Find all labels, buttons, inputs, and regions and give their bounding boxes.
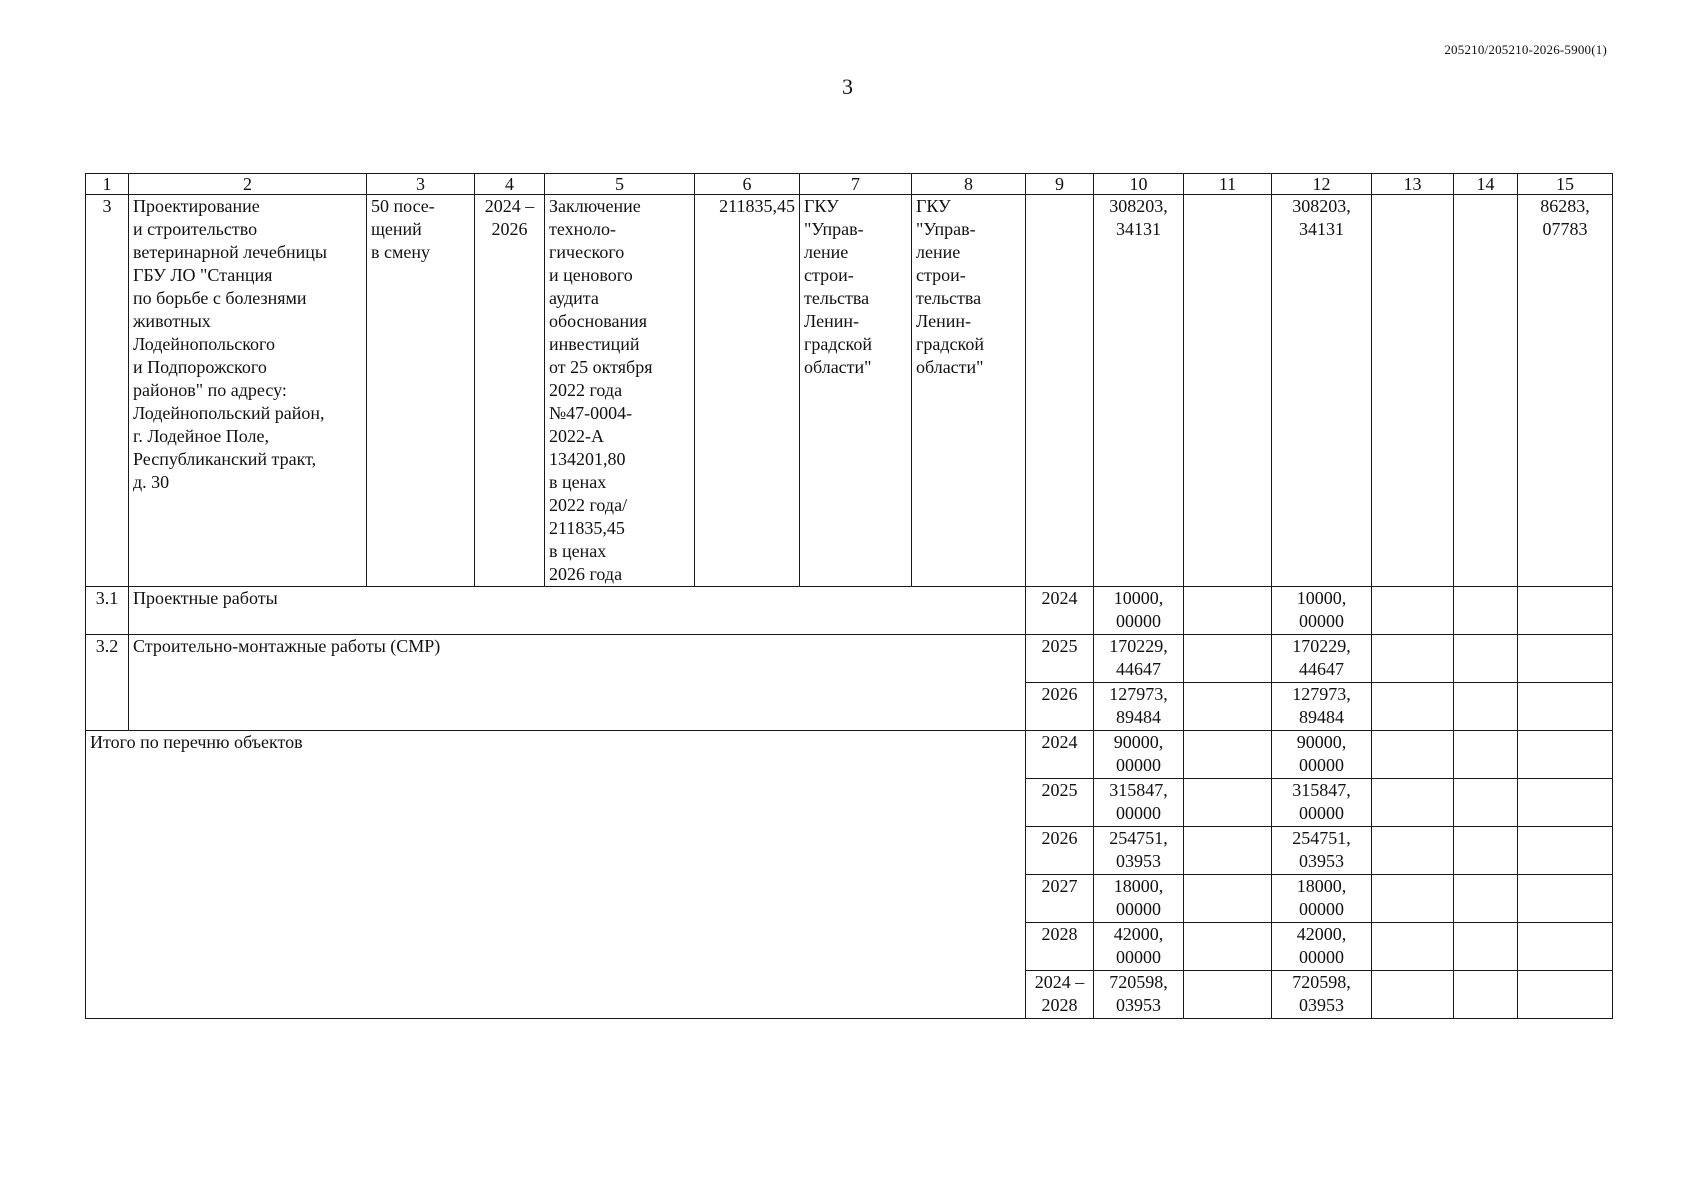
row-number: 3.1	[86, 587, 129, 635]
col12-value: 254751, 03953	[1272, 827, 1372, 875]
col11-value	[1184, 635, 1272, 683]
year-cell: 2024 – 2028	[1026, 971, 1094, 1019]
col-header: 12	[1272, 174, 1372, 195]
col10-value: 720598, 03953	[1094, 971, 1184, 1019]
col11-value	[1184, 587, 1272, 635]
col13-value	[1372, 587, 1454, 635]
col10-value: 308203, 34131	[1094, 195, 1184, 587]
col12-value: 42000, 00000	[1272, 923, 1372, 971]
col15-value	[1518, 971, 1613, 1019]
col14-value	[1454, 731, 1518, 779]
col12-value: 127973, 89484	[1272, 683, 1372, 731]
col10-value: 18000, 00000	[1094, 875, 1184, 923]
object-capacity: 50 посе- щений в смену	[367, 195, 475, 587]
year-cell: 2026	[1026, 827, 1094, 875]
col13-value	[1372, 635, 1454, 683]
col12-value: 308203, 34131	[1272, 195, 1372, 587]
col15-value	[1518, 923, 1613, 971]
col15-value	[1518, 875, 1613, 923]
col11-value	[1184, 195, 1272, 587]
object-name: Проектирование и строительство ветеринарной лечебницы ГБУ ЛО "Станция по борьбе с болезнями животных Лодейнопольского и Подпорожского районов" по адресу: Лодейнопольский район, г. Лодейное Поле, Республиканский тракт, д. 30	[129, 195, 367, 587]
col15-value	[1518, 731, 1613, 779]
col13-value	[1372, 923, 1454, 971]
total-row	[86, 731, 1613, 779]
col13-value	[1372, 827, 1454, 875]
year-cell: 2028	[1026, 923, 1094, 971]
col15-value	[1518, 779, 1613, 827]
col14-value	[1454, 923, 1518, 971]
total-label: Итого по перечню объектов	[86, 731, 1026, 1019]
col11-value	[1184, 779, 1272, 827]
col-header: 13	[1372, 174, 1454, 195]
page-number: 3	[842, 74, 853, 99]
year-cell: 2025	[1026, 779, 1094, 827]
col13-value	[1372, 779, 1454, 827]
estimated-cost: 211835,45	[695, 195, 800, 587]
col11-value	[1184, 923, 1272, 971]
row-number: 3.2	[86, 635, 129, 731]
col11-value	[1184, 875, 1272, 923]
col-header: 14	[1454, 174, 1518, 195]
year-cell: 2027	[1026, 875, 1094, 923]
col15-value	[1518, 683, 1613, 731]
col15-value: 86283, 07783	[1518, 195, 1613, 587]
col10-value: 170229, 44647	[1094, 635, 1184, 683]
audit-conclusion: Заключение техноло- гического и ценового аудита обоснования инвестиций от 25 октября 2022 года №47-0004- 2022-А 134201,80 в ценах 2022 года/ 211835,45 в ценах 2026 года	[545, 195, 695, 587]
col12-value: 170229, 44647	[1272, 635, 1372, 683]
col11-value	[1184, 731, 1272, 779]
developer: ГКУ "Управ- ление строи- тельства Ленин- градской области"	[912, 195, 1026, 587]
col-header: 6	[695, 174, 800, 195]
col10-value: 127973, 89484	[1094, 683, 1184, 731]
col-header: 4	[475, 174, 545, 195]
document-id: 205210/205210-2026-5900(1)	[1444, 42, 1607, 57]
col-header: 15	[1518, 174, 1613, 195]
col13-value	[1372, 971, 1454, 1019]
col12-value: 10000, 00000	[1272, 587, 1372, 635]
col-header: 5	[545, 174, 695, 195]
subitem-row	[86, 635, 1613, 683]
col12-value: 18000, 00000	[1272, 875, 1372, 923]
col10-value: 315847, 00000	[1094, 779, 1184, 827]
row-number: 3	[86, 195, 129, 587]
col14-value	[1454, 683, 1518, 731]
col15-value	[1518, 587, 1613, 635]
col-header: 7	[800, 174, 912, 195]
col-header: 3	[367, 174, 475, 195]
col11-value	[1184, 827, 1272, 875]
col10-value: 10000, 00000	[1094, 587, 1184, 635]
subitem-label: Строительно-монтажные работы (СМР)	[129, 635, 1026, 731]
col13-value	[1372, 195, 1454, 587]
construction-period: 2024 – 2026	[475, 195, 545, 587]
subitem-row	[86, 587, 1613, 635]
year-cell: 2025	[1026, 635, 1094, 683]
column-number-row	[86, 174, 1613, 195]
col13-value	[1372, 683, 1454, 731]
col11-value	[1184, 683, 1272, 731]
col-header: 9	[1026, 174, 1094, 195]
col14-value	[1454, 195, 1518, 587]
col12-value: 720598, 03953	[1272, 971, 1372, 1019]
year-cell	[1026, 195, 1094, 587]
col15-value	[1518, 635, 1613, 683]
col12-value: 90000, 00000	[1272, 731, 1372, 779]
object-row	[86, 195, 1613, 587]
col14-value	[1454, 875, 1518, 923]
col13-value	[1372, 731, 1454, 779]
year-cell: 2026	[1026, 683, 1094, 731]
customer: ГКУ "Управ- ление строи- тельства Ленин- градской области"	[800, 195, 912, 587]
objects-table	[85, 173, 1613, 1019]
year-cell: 2024	[1026, 731, 1094, 779]
col-header: 2	[129, 174, 367, 195]
col15-value	[1518, 827, 1613, 875]
col14-value	[1454, 635, 1518, 683]
year-cell: 2024	[1026, 587, 1094, 635]
col10-value: 90000, 00000	[1094, 731, 1184, 779]
col14-value	[1454, 827, 1518, 875]
subitem-label: Проектные работы	[129, 587, 1026, 635]
col13-value	[1372, 875, 1454, 923]
col10-value: 42000, 00000	[1094, 923, 1184, 971]
col-header: 10	[1094, 174, 1184, 195]
col12-value: 315847, 00000	[1272, 779, 1372, 827]
col14-value	[1454, 587, 1518, 635]
col-header: 11	[1184, 174, 1272, 195]
col14-value	[1454, 779, 1518, 827]
col10-value: 254751, 03953	[1094, 827, 1184, 875]
col11-value	[1184, 971, 1272, 1019]
col14-value	[1454, 971, 1518, 1019]
col-header: 1	[86, 174, 129, 195]
col-header: 8	[912, 174, 1026, 195]
